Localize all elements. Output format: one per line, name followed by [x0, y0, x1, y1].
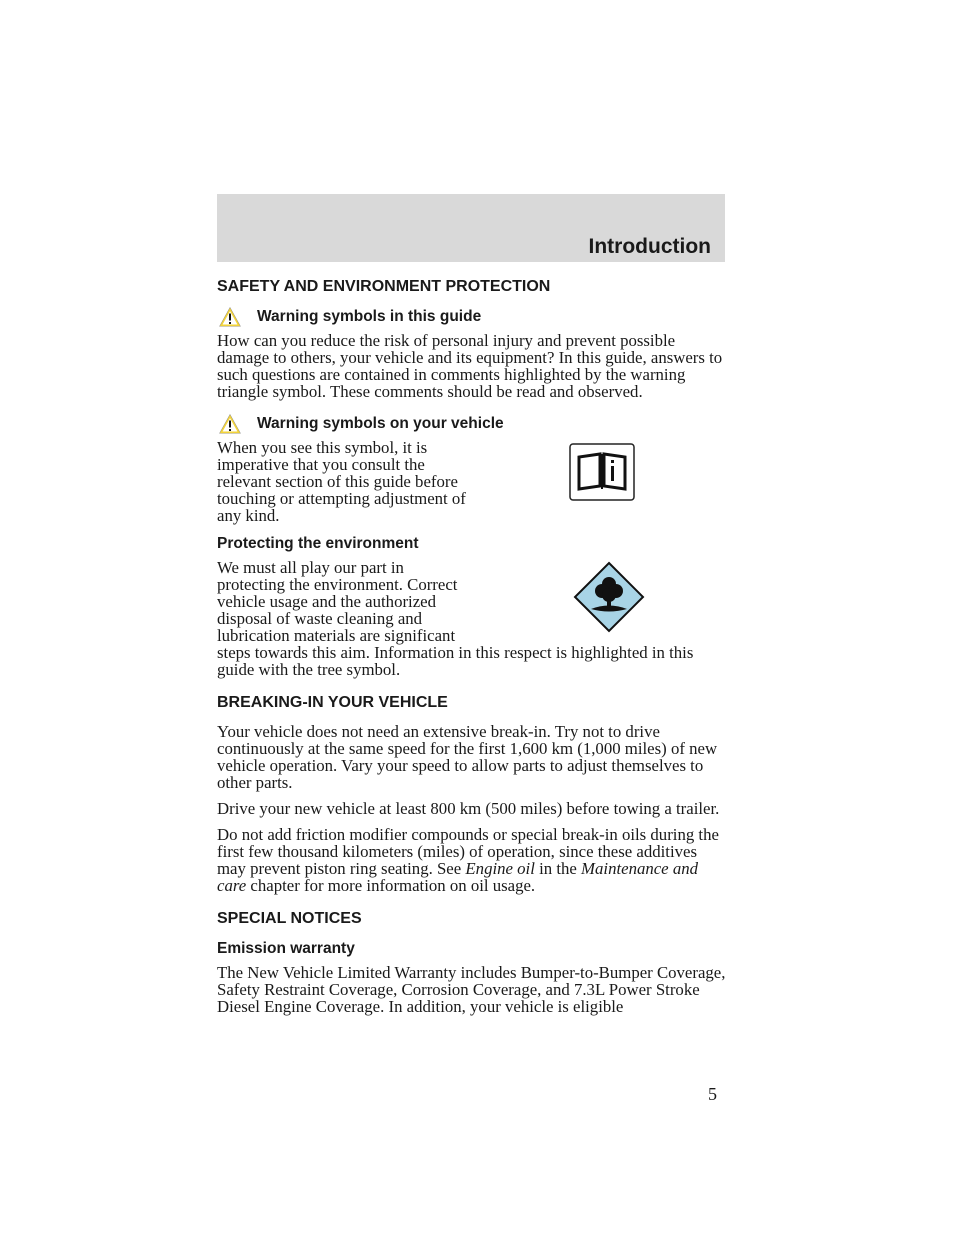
section-heading-special-notices: SPECIAL NOTICES: [217, 910, 362, 927]
section-heading-safety: SAFETY AND ENVIRONMENT PROTECTION: [217, 278, 551, 295]
page-content: [217, 277, 727, 1024]
paragraph-breaking-in-3-c: chapter for more information on oil usage.: [250, 876, 536, 895]
vehicle-symbols-block: [217, 439, 727, 524]
paragraph-breaking-in-3-a: Do not add friction modifier compounds or special break-in oils during the first few thousand kilometers (miles) of operation, since these additives may prevent piston ring seating. See: [217, 825, 719, 878]
paragraph-guide-symbols: How can you reduce the risk of personal injury and prevent possible damage to others, your vehicle and its equipment? In this guide, answers to such questions are contained in comments highlighted by the warning triangle symbol. These comments should be read and observed.: [217, 331, 723, 401]
manual-book-icon: [569, 443, 635, 501]
warning-triangle-icon: [219, 307, 241, 327]
section-heading-breaking-in: BREAKING-IN YOUR VEHICLE: [217, 694, 448, 711]
paragraph-breaking-in-3-b: in the: [539, 859, 577, 878]
chapter-header-band: [217, 194, 725, 262]
subheading-vehicle-symbols-label: Warning symbols on your vehicle: [257, 415, 504, 432]
warning-triangle-icon: [219, 414, 241, 434]
subheading-emission-warranty: Emission warranty: [217, 940, 355, 957]
subheading-environment: Protecting the environment: [217, 535, 419, 552]
paragraph-emission-warranty: The New Vehicle Limited Warranty includes Bumper-to-Bumper Coverage, Safety Restraint Coverage, Corrosion Coverage, and 7.3L Power Stroke Diesel Engine Coverage. In addition, your vehicle is eligible: [217, 963, 726, 1016]
subheading-guide-symbols: [217, 307, 727, 327]
paragraph-breaking-in-3: [217, 826, 727, 894]
paragraph-breaking-in-2: Drive your new vehicle at least 800 km (500 miles) before towing a trailer.: [217, 799, 720, 818]
page-number: 5: [708, 1084, 717, 1104]
tree-symbol-icon: [573, 561, 645, 633]
paragraph-environment-continued: steps towards this aim. Information in this respect is highlighted in this guide with the tree symbol.: [217, 643, 694, 679]
subheading-vehicle-symbols: [217, 414, 727, 434]
link-engine-oil: Engine oil: [465, 859, 535, 878]
paragraph-environment-float: We must all play our part in protecting the environment. Correct vehicle usage and the authorized disposal of waste cleaning and lubrication materials are significant: [217, 558, 458, 645]
chapter-title: Introduction: [588, 235, 711, 258]
link-maintenance-and-care: Maintenance and care: [217, 859, 699, 895]
subheading-guide-symbols-label: Warning symbols in this guide: [257, 308, 482, 325]
environment-block: [217, 559, 727, 644]
paragraph-vehicle-symbols: When you see this symbol, it is imperative that you consult the relevant section of this guide before touching or attempting adjustment of any kind.: [217, 438, 466, 525]
paragraph-breaking-in-1: Your vehicle does not need an extensive break-in. Try not to drive continuously at the same speed for the first 1,600 km (1,000 miles) of new vehicle operation. Vary your speed to allow parts to adjust themselves to other parts.: [217, 722, 718, 792]
